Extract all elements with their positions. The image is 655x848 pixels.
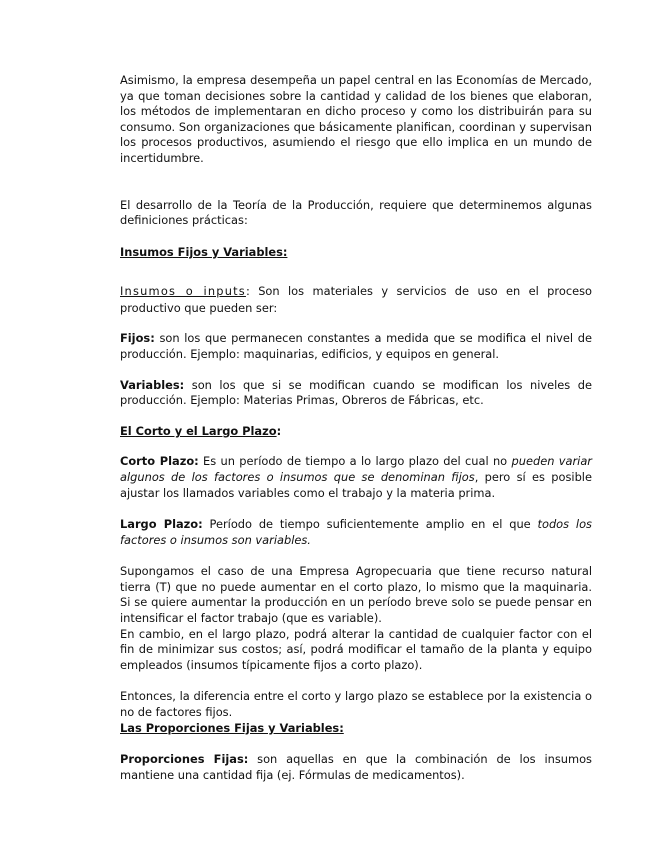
paragraph-insumos-definition	[120, 283, 592, 317]
corto-text-1: Es un período de tiempo a lo largo plazo del cual no	[198, 454, 512, 469]
corto-italic: pueden variar algunos de los factores o insumos que se denominan fijos	[120, 454, 592, 484]
term-largo-plazo: Largo Plazo:	[120, 517, 203, 532]
term-proporciones-fijas: Proporciones Fijas:	[120, 752, 249, 767]
heading-insumos-fijos-variables: Insumos Fijos y Variables:	[120, 244, 288, 259]
document-body	[120, 73, 592, 783]
largo-text-1: Período de tiempo suficientemente amplio en el que	[202, 517, 538, 532]
term-variables: Variables:	[120, 377, 185, 392]
paragraph-variables	[120, 378, 592, 409]
paragraph-proporciones-fijas	[120, 752, 592, 783]
proporciones-text: son aquellas en que la combinación de los insumos mantiene una cantidad fija (ej. Fórmulas de medicamentos).	[120, 752, 592, 782]
heading-corto-largo-text: El Corto y el Largo Plazo	[120, 423, 277, 438]
heading-proporciones-fijas-variables: Las Proporciones Fijas y Variables:	[120, 720, 344, 735]
paragraph-empresa-agropecuaria: Supongamos el caso de una Empresa Agropecuaria que tiene recurso natural tierra (T) que no puede aumentar en el corto plazo, lo mismo que la maquinaria. Si se quiere aumentar la producción en un período breve solo se puede pensar en intensificar el factor trabajo (que es variable).	[120, 564, 592, 626]
insumos-text: : Son los materiales y servicios de uso en el proceso productivo que pueden ser:	[120, 284, 592, 316]
largo-italic: todos los factores o insumos son variables.	[120, 517, 592, 547]
paragraph-corto-plazo	[120, 454, 592, 501]
variables-text: son los que si se modifican cuando se modifican los niveles de producción. Ejemplo: Materias Primas, Obreros de Fábricas, etc.	[120, 377, 592, 408]
paragraph-en-cambio: En cambio, en el largo plazo, podrá alterar la cantidad de cualquier factor con el fin de minimizar sus costos; así, podrá modificar el tamaño de la planta y equipo empleados (insumos típicamente fijos a corto plazo).	[120, 626, 592, 672]
corto-text-2: , pero sí es posible ajustar los llamados variables como el trabajo y la materia prima.	[120, 469, 592, 500]
term-corto-plazo: Corto Plazo:	[120, 454, 199, 469]
paragraph-teoria-produccion: El desarrollo de la Teoría de la Producción, requiere que determinemos algunas definiciones prácticas:	[120, 197, 592, 228]
paragraph-fijos	[120, 331, 592, 362]
paragraph-largo-plazo	[120, 517, 592, 548]
heading-colon: :	[276, 423, 282, 438]
fijos-text: son los que permanecen constantes a medida que se modifica el nivel de producción. Ejemplo: maquinarias, edificios, y equipos en general.	[120, 331, 592, 361]
term-insumos: Insumos o inputs	[120, 284, 246, 299]
term-fijos: Fijos:	[120, 331, 155, 346]
paragraph-empresa: Asimismo, la empresa desempeña un papel central en las Economías de Mercado, ya que toman decisiones sobre la cantidad y calidad de los bienes que elaboran, los métodos de implementaran en dicho proceso y como los distribuirán para su consumo. Son organizaciones que básicamente planifican, coordinan y supervisan los procesos productivos, asumiendo el riesgo que ello implica en un mundo de incertidumbre.	[120, 73, 592, 165]
paragraph-entonces: Entonces, la diferencia entre el corto y largo plazo se establece por la existencia o no de factores fijos.	[120, 689, 592, 720]
heading-corto-largo-plazo	[120, 424, 592, 440]
